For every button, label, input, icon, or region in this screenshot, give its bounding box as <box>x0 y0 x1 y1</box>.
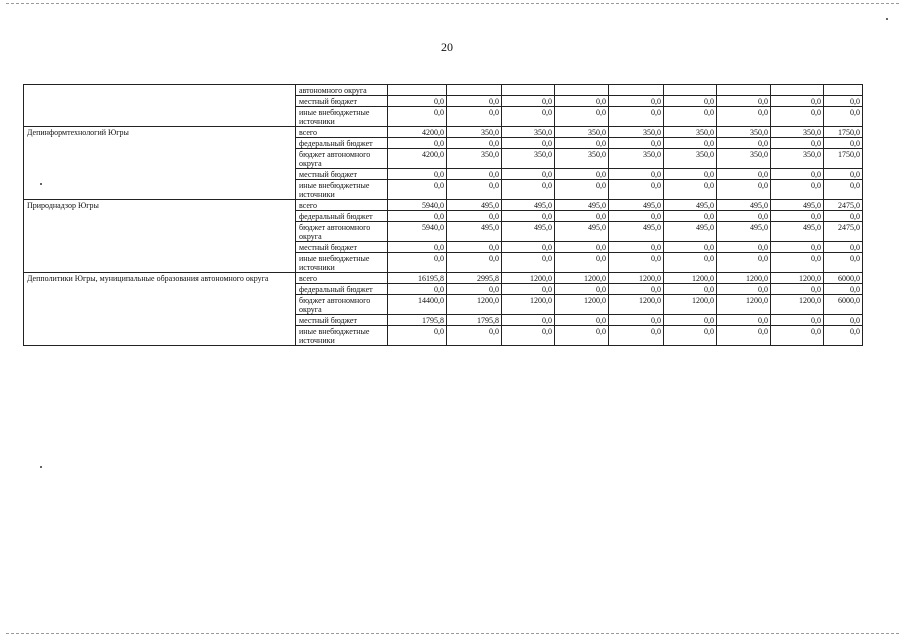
amount-cell: 0,0 <box>664 138 717 149</box>
amount-cell: 0,0 <box>824 284 863 295</box>
amount-cell: 1200,0 <box>555 295 609 315</box>
amount-cell: 1200,0 <box>555 273 609 284</box>
amount-cell: 1200,0 <box>609 273 664 284</box>
amount-cell: 0,0 <box>824 107 863 127</box>
amount-cell: 0,0 <box>664 107 717 127</box>
amount-cell: 0,0 <box>664 169 717 180</box>
funding-source-cell: иные внебюджетные источники <box>296 180 388 200</box>
table-row <box>24 127 863 138</box>
amount-cell: 0,0 <box>447 107 502 127</box>
amount-cell: 0,0 <box>555 284 609 295</box>
amount-cell: 0,0 <box>664 326 717 346</box>
amount-cell: 0,0 <box>824 211 863 222</box>
amount-cell: 1200,0 <box>717 295 771 315</box>
amount-cell: 495,0 <box>502 200 555 211</box>
amount-cell: 0,0 <box>771 253 824 273</box>
amount-cell: 0,0 <box>447 211 502 222</box>
amount-cell: 0,0 <box>555 242 609 253</box>
amount-cell: 350,0 <box>555 127 609 138</box>
amount-cell: 0,0 <box>502 96 555 107</box>
funding-source-cell: бюджет автономного округа <box>296 295 388 315</box>
amount-cell: 0,0 <box>609 169 664 180</box>
amount-cell: 0,0 <box>824 326 863 346</box>
amount-cell: 1200,0 <box>664 295 717 315</box>
amount-cell: 0,0 <box>609 326 664 346</box>
amount-cell: 0,0 <box>609 242 664 253</box>
funding-source-cell: иные внебюджетные источники <box>296 326 388 346</box>
funding-source-cell: иные внебюджетные источники <box>296 107 388 127</box>
amount-cell: 1200,0 <box>502 295 555 315</box>
amount-cell: 0,0 <box>388 96 447 107</box>
amount-cell: 0,0 <box>824 315 863 326</box>
executor-cell: Депполитики Югры, муниципальные образования автономного округа <box>24 273 296 346</box>
amount-cell: 495,0 <box>502 222 555 242</box>
amount-cell: 0,0 <box>664 211 717 222</box>
amount-cell: 0,0 <box>664 284 717 295</box>
table-row <box>24 273 863 284</box>
amount-cell: 0,0 <box>555 138 609 149</box>
amount-cell: 0,0 <box>824 180 863 200</box>
amount-cell <box>555 85 609 96</box>
amount-cell: 1200,0 <box>502 273 555 284</box>
amount-cell: 495,0 <box>664 222 717 242</box>
amount-cell: 350,0 <box>447 127 502 138</box>
amount-cell: 0,0 <box>388 180 447 200</box>
funding-source-cell: федеральный бюджет <box>296 284 388 295</box>
amount-cell: 495,0 <box>771 222 824 242</box>
amount-cell: 0,0 <box>502 326 555 346</box>
amount-cell: 350,0 <box>771 149 824 169</box>
amount-cell: 0,0 <box>771 107 824 127</box>
amount-cell: 0,0 <box>502 315 555 326</box>
amount-cell: 1795,8 <box>447 315 502 326</box>
scan-top-edge <box>6 3 899 4</box>
amount-cell: 350,0 <box>502 127 555 138</box>
amount-cell: 350,0 <box>717 149 771 169</box>
amount-cell: 495,0 <box>555 222 609 242</box>
amount-cell: 0,0 <box>502 107 555 127</box>
budget-table <box>23 84 863 346</box>
amount-cell: 0,0 <box>388 138 447 149</box>
funding-source-cell: федеральный бюджет <box>296 138 388 149</box>
amount-cell: 495,0 <box>609 200 664 211</box>
table-row <box>24 85 863 96</box>
amount-cell: 14400,0 <box>388 295 447 315</box>
amount-cell: 0,0 <box>609 211 664 222</box>
amount-cell: 350,0 <box>771 127 824 138</box>
amount-cell: 0,0 <box>717 326 771 346</box>
amount-cell: 495,0 <box>447 200 502 211</box>
amount-cell: 1200,0 <box>447 295 502 315</box>
amount-cell: 0,0 <box>447 169 502 180</box>
amount-cell: 0,0 <box>824 242 863 253</box>
amount-cell: 0,0 <box>771 96 824 107</box>
amount-cell <box>824 85 863 96</box>
amount-cell: 495,0 <box>609 222 664 242</box>
amount-cell: 0,0 <box>771 180 824 200</box>
amount-cell: 0,0 <box>555 253 609 273</box>
funding-source-cell: всего <box>296 273 388 284</box>
amount-cell: 350,0 <box>609 149 664 169</box>
amount-cell: 1750,0 <box>824 149 863 169</box>
amount-cell: 2475,0 <box>824 222 863 242</box>
amount-cell: 0,0 <box>664 180 717 200</box>
amount-cell: 0,0 <box>771 169 824 180</box>
amount-cell: 1200,0 <box>771 295 824 315</box>
amount-cell: 350,0 <box>664 149 717 169</box>
amount-cell: 0,0 <box>502 253 555 273</box>
amount-cell: 0,0 <box>388 169 447 180</box>
amount-cell: 0,0 <box>609 138 664 149</box>
amount-cell: 0,0 <box>388 242 447 253</box>
amount-cell: 495,0 <box>555 200 609 211</box>
amount-cell: 2475,0 <box>824 200 863 211</box>
amount-cell: 495,0 <box>664 200 717 211</box>
amount-cell: 0,0 <box>388 253 447 273</box>
amount-cell: 350,0 <box>447 149 502 169</box>
funding-source-cell: бюджет автономного округа <box>296 149 388 169</box>
amount-cell: 0,0 <box>717 107 771 127</box>
amount-cell: 0,0 <box>388 107 447 127</box>
amount-cell: 6000,0 <box>824 273 863 284</box>
executor-cell <box>24 85 296 127</box>
amount-cell: 350,0 <box>609 127 664 138</box>
budget-table-body <box>24 85 863 346</box>
amount-cell <box>609 85 664 96</box>
executor-cell: Депинформтехнологий Югры <box>24 127 296 200</box>
amount-cell <box>388 85 447 96</box>
amount-cell: 0,0 <box>502 169 555 180</box>
amount-cell: 1795,8 <box>388 315 447 326</box>
amount-cell: 0,0 <box>824 169 863 180</box>
amount-cell: 4200,0 <box>388 127 447 138</box>
amount-cell: 0,0 <box>502 284 555 295</box>
amount-cell: 350,0 <box>502 149 555 169</box>
amount-cell: 0,0 <box>609 284 664 295</box>
amount-cell: 0,0 <box>824 96 863 107</box>
amount-cell <box>447 85 502 96</box>
amount-cell: 0,0 <box>447 284 502 295</box>
amount-cell: 0,0 <box>771 326 824 346</box>
amount-cell: 0,0 <box>717 138 771 149</box>
funding-source-cell: федеральный бюджет <box>296 211 388 222</box>
amount-cell: 5940,0 <box>388 222 447 242</box>
amount-cell: 0,0 <box>717 315 771 326</box>
amount-cell: 4200,0 <box>388 149 447 169</box>
amount-cell: 0,0 <box>555 211 609 222</box>
funding-source-cell: местный бюджет <box>296 315 388 326</box>
amount-cell <box>771 85 824 96</box>
funding-source-cell: автономного округа <box>296 85 388 96</box>
amount-cell: 495,0 <box>717 222 771 242</box>
funding-source-cell: всего <box>296 200 388 211</box>
funding-source-cell: местный бюджет <box>296 96 388 107</box>
amount-cell <box>502 85 555 96</box>
amount-cell: 0,0 <box>717 96 771 107</box>
amount-cell: 0,0 <box>609 107 664 127</box>
amount-cell: 0,0 <box>555 107 609 127</box>
amount-cell: 0,0 <box>555 180 609 200</box>
amount-cell: 2995,8 <box>447 273 502 284</box>
funding-source-cell: местный бюджет <box>296 169 388 180</box>
amount-cell: 495,0 <box>717 200 771 211</box>
amount-cell: 0,0 <box>824 138 863 149</box>
amount-cell: 0,0 <box>447 96 502 107</box>
amount-cell: 0,0 <box>824 253 863 273</box>
amount-cell: 0,0 <box>502 180 555 200</box>
amount-cell: 0,0 <box>555 326 609 346</box>
amount-cell: 0,0 <box>771 138 824 149</box>
amount-cell: 0,0 <box>609 180 664 200</box>
scan-speck <box>40 466 42 468</box>
amount-cell: 350,0 <box>717 127 771 138</box>
amount-cell: 0,0 <box>447 326 502 346</box>
funding-source-cell: иные внебюджетные источники <box>296 253 388 273</box>
amount-cell: 0,0 <box>447 253 502 273</box>
amount-cell: 495,0 <box>447 222 502 242</box>
amount-cell: 0,0 <box>664 315 717 326</box>
amount-cell: 0,0 <box>388 326 447 346</box>
amount-cell: 1200,0 <box>771 273 824 284</box>
amount-cell: 1750,0 <box>824 127 863 138</box>
funding-source-cell: бюджет автономного округа <box>296 222 388 242</box>
amount-cell: 0,0 <box>447 180 502 200</box>
amount-cell: 6000,0 <box>824 295 863 315</box>
amount-cell: 0,0 <box>771 315 824 326</box>
amount-cell: 0,0 <box>771 284 824 295</box>
amount-cell <box>664 85 717 96</box>
amount-cell: 0,0 <box>771 242 824 253</box>
table-row <box>24 200 863 211</box>
amount-cell: 0,0 <box>717 242 771 253</box>
amount-cell: 350,0 <box>664 127 717 138</box>
amount-cell: 0,0 <box>717 253 771 273</box>
amount-cell: 0,0 <box>555 169 609 180</box>
amount-cell: 0,0 <box>717 284 771 295</box>
amount-cell: 0,0 <box>717 180 771 200</box>
amount-cell: 0,0 <box>609 315 664 326</box>
amount-cell: 350,0 <box>555 149 609 169</box>
amount-cell: 0,0 <box>771 211 824 222</box>
amount-cell: 0,0 <box>717 169 771 180</box>
scan-bottom-edge <box>6 633 899 634</box>
amount-cell: 1200,0 <box>609 295 664 315</box>
amount-cell: 0,0 <box>609 96 664 107</box>
amount-cell: 495,0 <box>771 200 824 211</box>
amount-cell: 0,0 <box>555 96 609 107</box>
amount-cell: 0,0 <box>717 211 771 222</box>
amount-cell: 0,0 <box>502 242 555 253</box>
amount-cell: 0,0 <box>388 284 447 295</box>
amount-cell: 0,0 <box>555 315 609 326</box>
amount-cell: 0,0 <box>609 253 664 273</box>
amount-cell: 1200,0 <box>717 273 771 284</box>
amount-cell: 0,0 <box>502 138 555 149</box>
amount-cell: 0,0 <box>502 211 555 222</box>
amount-cell: 0,0 <box>447 138 502 149</box>
amount-cell: 1200,0 <box>664 273 717 284</box>
scan-speck <box>886 18 888 20</box>
amount-cell: 16195,8 <box>388 273 447 284</box>
amount-cell: 0,0 <box>664 253 717 273</box>
amount-cell: 0,0 <box>664 242 717 253</box>
amount-cell: 0,0 <box>388 211 447 222</box>
executor-cell: Природнадзор Югры <box>24 200 296 273</box>
funding-source-cell: местный бюджет <box>296 242 388 253</box>
page-number: 20 <box>441 40 453 54</box>
amount-cell <box>717 85 771 96</box>
amount-cell: 5940,0 <box>388 200 447 211</box>
funding-source-cell: всего <box>296 127 388 138</box>
amount-cell: 0,0 <box>664 96 717 107</box>
amount-cell: 0,0 <box>447 242 502 253</box>
